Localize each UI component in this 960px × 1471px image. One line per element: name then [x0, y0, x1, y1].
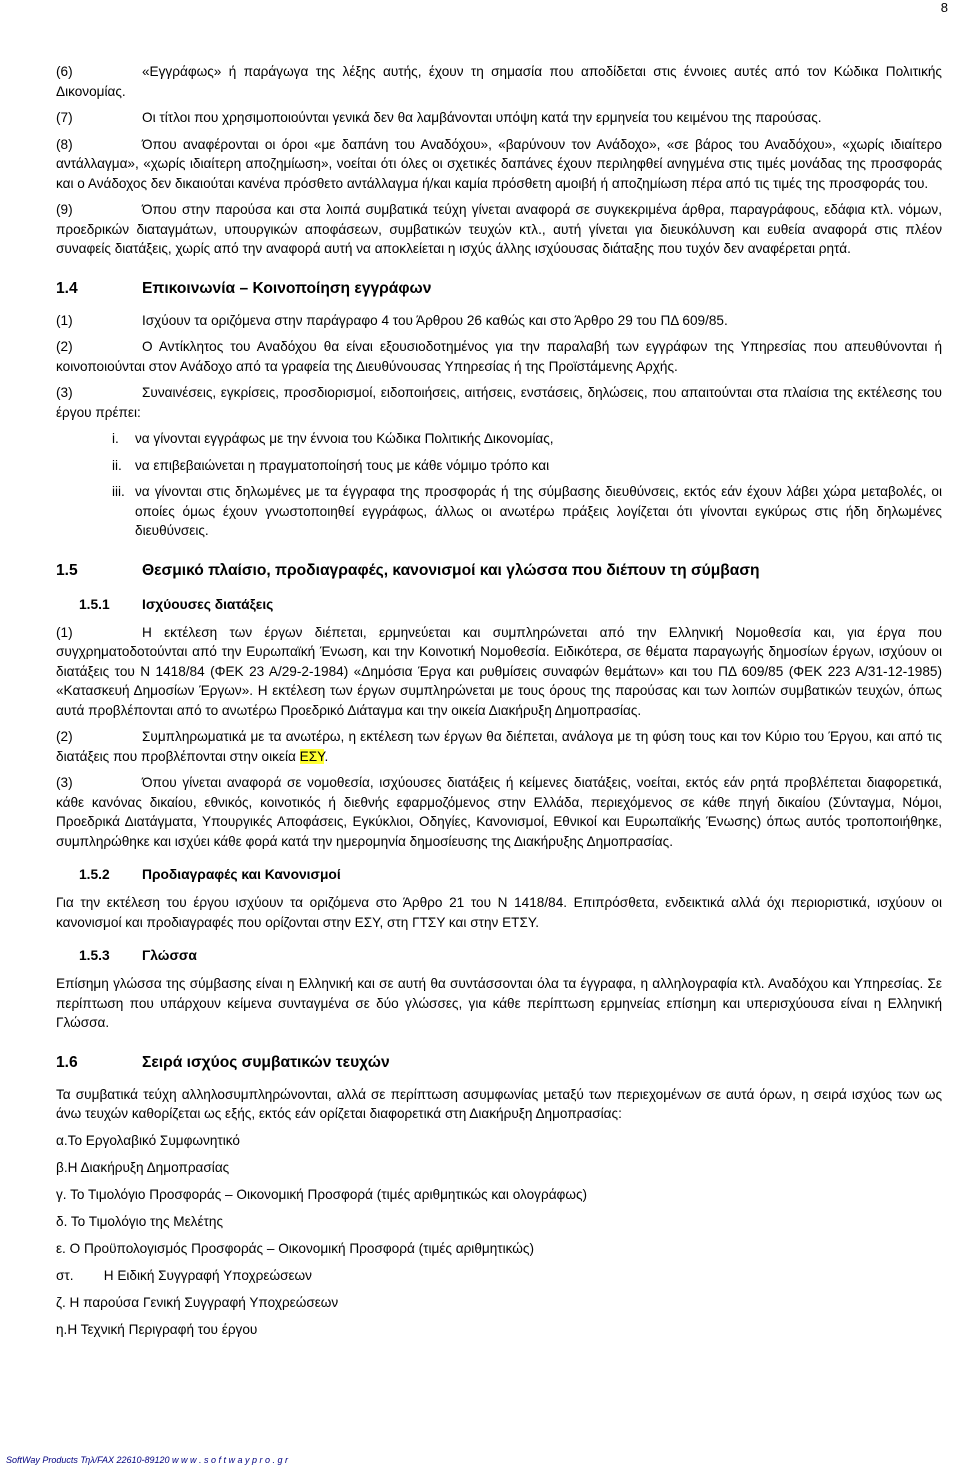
paragraph-text: Ισχύουν τα οριζόμενα στην παράγραφο 4 του Άρθρου 26 καθώς και στο Άρθρο 29 του ΠΔ 609/85. [142, 312, 728, 328]
paragraph-1-5-1-1 [56, 623, 942, 721]
paragraph-number: (8) [56, 136, 73, 152]
paragraph-6 [56, 62, 942, 101]
paragraph-number: (7) [56, 110, 73, 125]
paragraph-1-5-1-2 [56, 727, 942, 766]
list-item: β.Η Διακήρυξη Δημοπρασίας [56, 1159, 230, 1175]
list-item: στ. Η Ειδική Συγγραφή Υποχρεώσεων [56, 1267, 312, 1283]
list-text: να επιβεβαιώνεται η πραγματοποίησή τους με κάθε νόμιμο τρόπο και [135, 457, 550, 473]
paragraph-1-5-3: Επίσημη γλώσσα της σύμβασης είναι η Ελληνική και σε αυτή θα συντάσσονται όλα τα έγγραφα, η αλληλογραφία κτλ. Αναδόχου και Υπηρεσίας. Σε περίπτωση που υπάρχουν κείμενα συνταγμένα σε δύο γλώσσες, για κάθε περίπτωση ερμηνείας επίσημη και υπερισχύουσα είναι η Ελληνική Γλώσσα. [56, 976, 942, 1030]
paragraph-text: Όπου αναφέρονται οι όροι «με δαπάνη του Αναδόχου», «βαρύνουν τον Ανάδοχο», «σε βάρος του Αναδόχου», «χωρίς ιδιαίτερο αντάλλαγμα», «χωρίς ιδιαίτερη αποζημίωση», νοείται ότι όλες οι σχετικές δαπάνες έχουν περιληφθεί ανηγμένα στις τιμές μονάδας της προσφοράς και ο Ανάδοχος δεν δικαιούται κανένα πρόσθετο αντάλλαγμα ή/και καμία πρόσθετη αμοιβή ή αποζημίωση πέρα από τις τιμές της προσφοράς του. [56, 136, 942, 191]
paragraph-number: (1) [56, 624, 73, 640]
list-item [112, 456, 942, 476]
subsection-heading-1-5-1 [79, 595, 942, 615]
document-body [56, 62, 942, 1347]
section-title: Θεσμικό πλαίσιο, προδιαγραφές, κανονισμοί και γλώσσα που διέπουν τη σύμβαση [142, 561, 760, 579]
list-item: η.Η Τεχνική Περιγραφή του έργου [56, 1321, 258, 1337]
paragraph-text: Η εκτέλεση των έργων διέπεται, ερμηνεύεται και συμπληρώνεται από την Ελληνική Νομοθεσία και, για έργα που συγχρηματοδοτούνται από την Ευρωπαϊκή Ένωση, και την Κοινοτική Νομοθεσία. Ειδικότερα, σε θέματα παραγωγής δημοσίων έργων, ισχύουν οι διατάξεις του Ν 1418/84 (ΦΕΚ 23 Α/29-2-1984) «Δημόσια Έργα και ρυθμίσεις συναφών θεμάτων» και του ΠΔ 609/85 (ΦΕΚ 223 Α/31-12-1985) «Κατασκευή Δημοσίων Έργων». Η εκτέλεση των έργων συμπληρώνεται με τους όρους της παρούσας και των λοιπών συμβατικών τευχών, όπως αυτά προβλέπονται από το ανωτέρω Προεδρικό Διάταγμα και την οικεία Διακήρυξη Δημοπρασίας. [56, 624, 942, 718]
section-heading-1-6 [56, 1053, 942, 1073]
list-item: α.Το Εργολαβικό Συμφωνητικό [56, 1132, 240, 1148]
subsection-number: 1.5.1 [79, 596, 110, 612]
paragraph-1-6: Τα συμβατικά τεύχη αλληλοσυμπληρώνονται, αλλά σε περίπτωση ασυμφωνίας μεταξύ των περιεχομένων σε αυτά όρων, η σειρά ισχύος των ως άνω τευχών καθορίζεται ως εξής, εκτός εάν ορίζεται διαφορετικά στη Διακήρυξη Δημοπρασίας: [56, 1086, 942, 1121]
paragraph-text: Ο Αντίκλητος του Αναδόχου θα είναι εξουσιοδοτημένος για την παραλαβή των εγγράφων της Υπηρεσίας που απευθύνονται ή κοινοποιούνται στον Ανάδοχο από τα γραφεία της Διευθύνουσας Υπηρεσίας ή της Προϊστάμενης Αρχής. [56, 339, 942, 374]
paragraph-number: (9) [56, 202, 73, 217]
list-item: δ. Το Τιμολόγιο της Μελέτης [56, 1213, 224, 1229]
section-heading-1-5 [56, 561, 942, 581]
paragraph-end: . [324, 748, 329, 764]
subsection-title: Προδιαγραφές και Κανονισμοί [142, 867, 341, 882]
subsection-heading-1-5-2 [79, 865, 942, 885]
highlighted-text: ΕΣΥ [299, 748, 325, 764]
subsection-heading-1-5-3 [79, 946, 942, 966]
paragraph-1-4-2 [56, 337, 942, 376]
footer-text: SoftWay Products Τηλ/FAX 22610-89120 w w w . s o f t w a y p r o . g r [6, 1455, 289, 1465]
subsection-number: 1.5.2 [79, 867, 110, 882]
page-number: 8 [940, 0, 948, 15]
list-marker: ii. [112, 457, 122, 473]
list-item: ζ. Η παρούσα Γενική Συγγραφή Υποχρεώσεων [56, 1294, 339, 1310]
paragraph-text: Συναινέσεις, εγκρίσεις, προσδιορισμοί, ειδοποιήσεις, αιτήσεις, ενστάσεις, δηλώσεις, που απαιτούνται στα πλαίσια της εκτέλεσης του έργου πρέπει: [56, 385, 942, 420]
paragraph-number: (3) [56, 775, 73, 790]
subsection-title: Γλώσσα [142, 948, 197, 963]
section-heading-1-4 [56, 279, 942, 299]
paragraph-number: (3) [56, 385, 73, 400]
list-text: να γίνονται εγγράφως με την έννοια του Κώδικα Πολιτικής Δικονομίας, [135, 431, 554, 446]
section-number: 1.6 [56, 1053, 78, 1071]
section-number: 1.4 [56, 279, 78, 297]
paragraph-number: (1) [56, 312, 73, 328]
subsection-title: Ισχύουσες διατάξεις [142, 596, 274, 612]
paragraph-1-5-2: Για την εκτέλεση του έργου ισχύουν τα οριζόμενα στο Άρθρο 21 του Ν 1418/84. Επιπρόσθετα, ενδεικτικά αλλά όχι περιοριστικά, ισχύουν οι κανονισμοί και προδιαγραφές που ορίζονται στην ΕΣΥ, στη ΓΤΣΥ και στην ΕΤΣΥ. [56, 895, 942, 930]
section-number: 1.5 [56, 561, 78, 579]
paragraph-1-4-3 [56, 383, 942, 422]
paragraph-number: (6) [56, 64, 73, 79]
list-text: να γίνονται στις δηλωμένες με τα έγγραφα της προσφοράς ή της σύμβασης διευθύνσεις, εκτός εάν έχουν λάβει χώρα μεταβολές, οι οποίες όμως έχουν γνωστοποιηθεί εγγράφως, άλλως οι ανωτέρω πράξεις λογίζεται ότι γίνονται εγκύρως στις ήδη δηλωμένες διευθύνσεις. [135, 484, 942, 538]
list-item [112, 429, 942, 449]
list-item: ε. Ο Προϋπολογισμός Προσφοράς – Οικονομική Προσφορά (τιμές αριθμητικώς) [56, 1240, 534, 1256]
precedence-list [56, 1131, 942, 1340]
paragraph-text: Συμπληρωματικά με τα ανωτέρω, η εκτέλεση των έργων θα διέπεται, ανάλογα με τη φύση τους και τον Κύριο του Έργου, και από τις διατάξεις που προβλέπονται στην οικεία [56, 729, 942, 764]
list-item [112, 482, 942, 541]
paragraph-number: (2) [56, 729, 73, 744]
section-title: Σειρά ισχύος συμβατικών τευχών [142, 1053, 390, 1071]
paragraph-number: (2) [56, 339, 73, 354]
subsection-number: 1.5.3 [79, 948, 110, 963]
paragraph-text: Οι τίτλοι που χρησιμοποιούνται γενικά δεν θα λαμβάνονται υπόψη κατά την ερμηνεία του κειμένου της παρούσας. [142, 110, 822, 125]
section-title: Επικοινωνία – Κοινοποίηση εγγράφων [142, 279, 432, 297]
list-marker: i. [112, 431, 119, 446]
list-marker: iii. [112, 484, 125, 499]
paragraph-8 [56, 135, 942, 194]
paragraph-text: Όπου γίνεται αναφορά σε νομοθεσία, ισχύουσες διατάξεις ή κείμενες διατάξεις, νοείται, εκτός εάν ρητά προβλέπεται διαφορετικά, κάθε κανόνας δικαίου, εθνικός, κοινοτικός ή διεθνής εφαρμοζόμενος στην Ελλάδα, περιεχόμενος σε κάθε πηγή δικαίου (Σύνταγμα, Νόμοι, Προεδρικά Διατάγματα, Υπουργικές Αποφάσεις, Εγκύκλιοι, Οδηγίες, Κανονισμοί, Εθνικοί και Ευρωπαϊκής Ένωσης) όπως αυτός τροποποιήθηκε, συμπληρώθηκε και ισχύει κάθε φορά κατά την ημερομηνία δημοσίευσης της Διακήρυξης Δημοπρασίας. [56, 775, 942, 849]
paragraph-1-5-1-3 [56, 773, 942, 851]
paragraph-7 [56, 108, 942, 128]
paragraph-text: «Εγγράφως» ή παράγωγα της λέξης αυτής, έχουν τη σημασία που αποδίδεται στις έννοιες αυτές από τον Κώδικα Πολιτικής Δικονομίας. [56, 64, 942, 99]
paragraph-9 [56, 200, 942, 259]
list-item: γ. Το Τιμολόγιο Προσφοράς – Οικονομική Προσφορά (τιμές αριθμητικώς και ολογράφως) [56, 1186, 588, 1202]
paragraph-text: Όπου στην παρούσα και στα λοιπά συμβατικά τεύχη γίνεται αναφορά σε συγκεκριμένα άρθρα, παραγράφους, εδάφια κτλ. νόμων, προεδρικών διαταγμάτων, υπουργικών αποφάσεων, συμβατικών τευχών κτλ., αυτή γίνεται για διευκόλυνση και ευθεία αναφορά στις πλέον συναφείς διατάξεις, χωρίς από την αναφορά αυτή να αποκλείεται η ισχύς άλλης ισχύουσας διάταξης που τυχόν δεν αναφέρεται ρητά. [56, 202, 942, 256]
paragraph-1-4-1 [56, 311, 942, 331]
